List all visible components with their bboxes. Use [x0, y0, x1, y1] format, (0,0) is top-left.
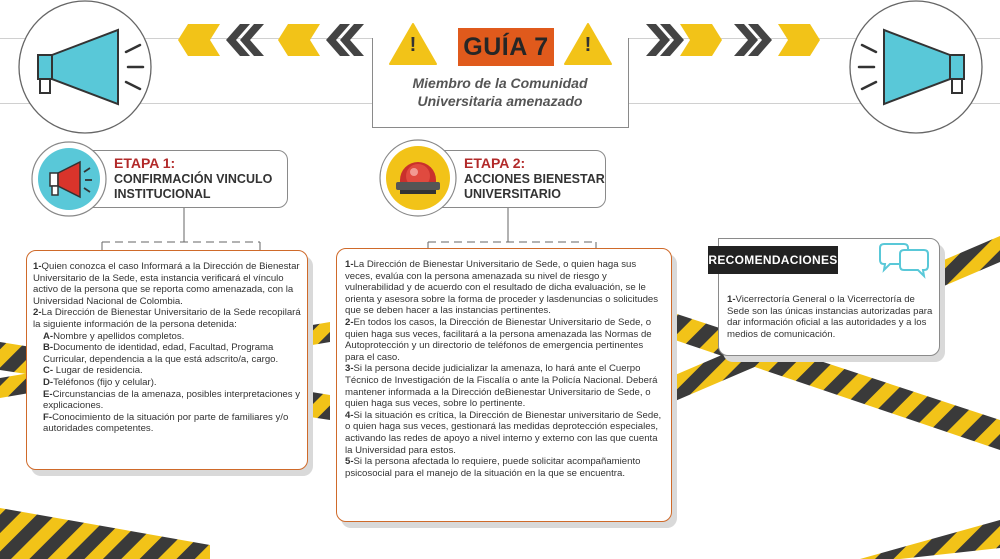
stage2-icon-circle: [378, 138, 458, 218]
stage1-subtitle-line-1: CONFIRMACIÓN VINCULO: [114, 172, 273, 186]
stage2-item-4: 4-Si la situación es crítica, la Dirección de Bienestar universitario de Sede, o quien haga sus veces, gestionará las medidas deprotección especiales, activando las redes de apoyo a nivel interno y externo con las que cuenta la Universidad para estos.: [345, 409, 662, 456]
stage1-subitem-e: E-Circunstancias de la amenaza, posibles interpretaciones y explicaciones.: [43, 388, 301, 412]
stage2-subtitle-line-2: UNIVERSITARIO: [464, 187, 561, 201]
stage1-subtitle-line-2: INSTITUCIONAL: [114, 187, 211, 201]
stage1-icon-circle: [30, 140, 108, 218]
stage2-content-box: [336, 248, 672, 522]
stage1-subtitle: [114, 172, 272, 202]
stage1-title: ETAPA 1:: [114, 155, 176, 171]
stage2-subtitle: [464, 172, 605, 202]
megaphone-circle-left: [0, 0, 170, 135]
stage1-subitem-f: F-Conocimiento de la situación por parte de familiares y/o autoridades competentes.: [43, 411, 289, 435]
stage1-subitem-a: A-Nombre y apellidos completos.: [43, 330, 185, 342]
guide-badge: GUÍA 7: [458, 28, 554, 66]
stage2-title: ETAPA 2:: [464, 155, 526, 171]
guide-subtitle-line-1: Miembro de la Comunidad: [412, 75, 588, 91]
stage1-subitem-c: C- Lugar de residencia.: [43, 365, 143, 377]
stage1-subitem-b: B-Documento de identidad, edad, Facultad, Programa Curricular, dependencia a la que está adscrito/a, cargo.: [43, 342, 279, 365]
stage1-content-box: [26, 250, 308, 470]
recommendations-label: RECOMENDACIONES: [708, 246, 838, 274]
stage2-subtitle-line-1: ACCIONES BIENESTAR: [464, 172, 605, 186]
stage2-item-1: 1-La Dirección de Bienestar Universitario de Sede, o quien haga sus veces, evalúa con la persona amenazada su nivel de riesgo y vulnerabilidad y de acuerdo con el resultado de dicha evaluación, se le orienta y asesora sobre la forma de proceder y lasdenuncias o solicitudes que se deben hacer a las instancias pertinentes.: [345, 259, 659, 317]
stage1-subitem-d: D-Teléfonos (fijo y celular).: [43, 376, 157, 388]
caution-tape-bottom-left: [0, 508, 210, 559]
guide-subtitle: [395, 74, 605, 110]
chevron-arrows-left: [178, 24, 368, 56]
stage2-item-2: 2-En todos los casos, la Dirección de Bienestar Universitario de Sede, o quien haga sus veces, facilitará a la persona amenazada las Normas de Autoprotección y un directorio de teléfonos de emergencia pertinentes para el caso.: [345, 316, 652, 363]
stage1-item-2: 2-La Dirección de Bienestar Universitario de la Sede recopilará la siguiente información de la persona detenida:: [33, 307, 301, 330]
chevron-arrows-right: [632, 24, 822, 56]
guide-subtitle-line-2: Universitaria amenazado: [417, 93, 583, 109]
megaphone-circle-right: [832, 0, 1000, 135]
stage2-item-5: 5-Si la persona afectada lo requiere, puede solicitar acompañamiento psicosocial para el manejo de la situación en la que se encuentra.: [345, 456, 641, 479]
caution-tape-bottom-right: [860, 520, 1000, 559]
stage2-item-3: 3-Si la persona decide judicializar la amenaza, lo hará ante el Cuerpo Técnico de Investigación de la Fiscalía o ante la Policía Nacional. Deberá mantener informada a la Dirección deBienestar Universitario de Sede, o quien haga sus veces, sobre lo pertinente.: [345, 363, 658, 410]
chat-bubbles-icon: [876, 240, 932, 280]
recommendations-item-1: 1-Vicerrectoría General o la Vicerrectoría de Sede son las únicas instancias autorizadas para dar información oficial a las autoridades y a los medios de comunicación.: [727, 294, 933, 340]
stage1-item-1: 1-Quien conozca el caso Informará a la Dirección de Bienestar Universitario de la Sede, esta instancia verificará el vínculo activo de la persona que se reporta como amenazada, con la Universidad Nacional de Colombia.: [33, 261, 300, 307]
warning-exclamation-right: !: [584, 34, 592, 56]
warning-exclamation-left: !: [409, 34, 417, 56]
